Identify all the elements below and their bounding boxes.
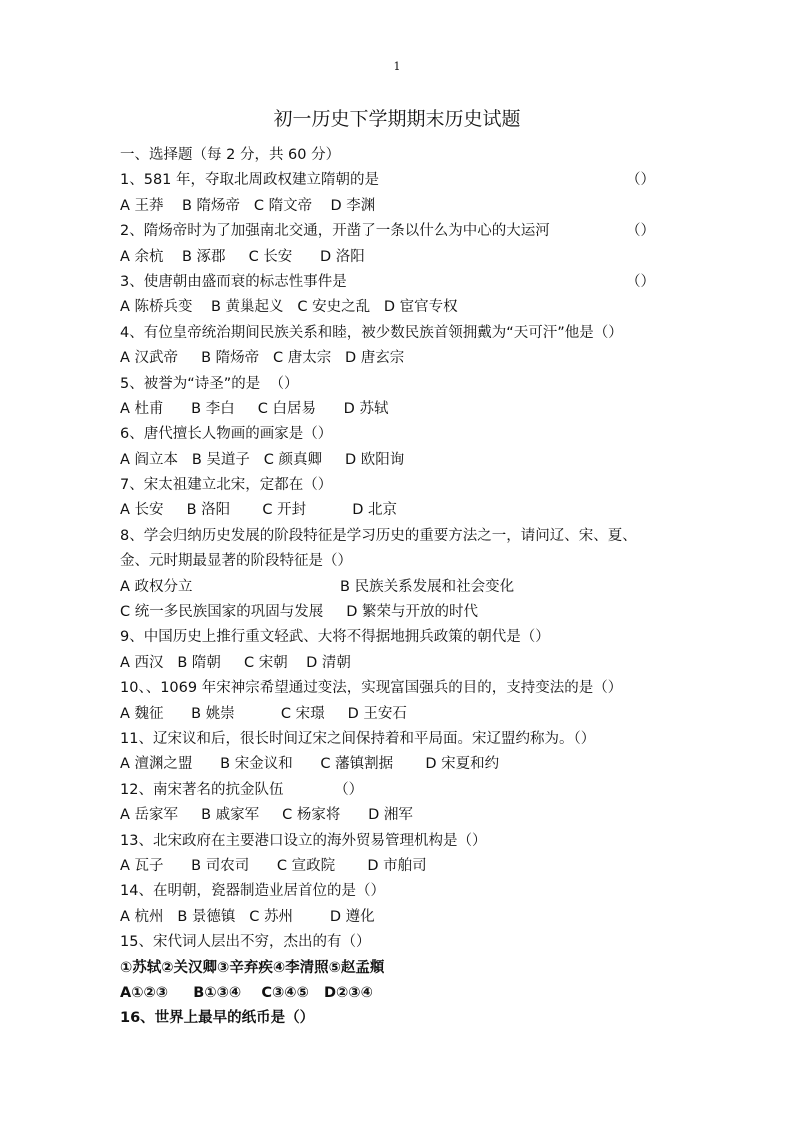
line-text: 11、辽宋议和后，很长时间辽宋之间保持着和平局面。宋辽盟约称为。（） [120,730,596,747]
text-line [120,575,720,600]
question-line [120,219,720,244]
text-line [120,778,720,803]
line-text: A 澶渊之盟 B 宋金议和 C 藩镇割据 D 宋夏和约 [120,756,500,773]
text-line [120,295,720,320]
text-line [120,524,720,549]
line-text: 金、元时期最显著的阶段特征是（） [120,553,352,570]
text-line [120,930,720,955]
text-line [120,905,720,930]
line-text: 13、北宋政府在主要港口设立的海外贸易管理机构是（） [120,832,487,849]
line-text: 7、宋太祖建立北宋，定都在（） [120,477,333,494]
text-line [120,651,720,676]
line-text: 15、宋代词人层出不穷，杰出的有（） [120,934,371,951]
text-line [120,372,720,397]
text-line [120,194,720,219]
line-text: A 杭州 B 景德镇 C 苏州 D 遵化 [120,908,375,925]
line-text: A 汉武帝 B 隋炀帝 C 唐太宗 D 唐玄宗 [120,350,405,367]
text-line [120,956,720,981]
line-text: 1、581 年，夺取北周政权建立隋朝的是 [120,172,380,189]
line-text: A 西汉 B 隋朝 C 宋朝 D 清朝 [120,654,351,671]
line-text: A 长安 B 洛阳 C 开封 D 北京 [120,502,397,519]
text-line [120,1006,720,1031]
section-heading: 一、选择题（每 2 分，共 60 分） [120,147,341,163]
line-text: 9、中国历史上推行重文轻武、大将不得据地拥兵政策的朝代是（） [120,629,550,646]
line-text: A 余杭 B 涿郡 C 长安 D 洛阳 [120,248,365,265]
line-text: 10、、1069 年宋神宗希望通过变法，实现富国强兵的目的，支持变法的是（） [120,680,623,697]
line-text: 2、隋炀帝时为了加强南北交通，开凿了一条以什么为中心的大运河 [120,223,550,240]
page-number: 1 [393,60,401,73]
text-line [120,625,720,650]
text-line [120,346,720,371]
text-line [120,422,720,447]
answer-paren: （） [626,172,655,189]
question-line [120,168,720,193]
line-text: A 魏征 B 姚崇 C 宋璟 D 王安石 [120,705,407,722]
text-line [120,448,720,473]
line-text: 16、世界上最早的纸币是（） [120,1010,315,1027]
line-text: A 王莽 B 隋炀帝 C 隋文帝 D 李渊 [120,197,376,214]
line-text: 14、在明朝，瓷器制造业居首位的是（） [120,883,385,900]
line-text: C 统一多民族国家的巩固与发展 D 繁荣与开放的时代 [120,604,479,621]
line-text: 8、学会归纳历史发展的阶段特征是学习历史的重要方法之一，请问辽、宋、夏、 [120,527,637,544]
line-text: 4、有位皇帝统治期间民族关系和睦，被少数民族首领拥戴为“天可汗”他是（） [120,324,623,341]
answer-paren: （） [626,273,655,290]
text-line [120,727,720,752]
text-line [120,752,720,777]
question-line [120,270,720,295]
line-text: A 岳家军 B 戚家军 C 杨家将 D 湘军 [120,807,413,824]
line-text: A 杜甫 B 李白 C 白居易 D 苏轼 [120,400,389,417]
text-line [120,549,720,574]
text-line [120,245,720,270]
line-text: A①②③ B①③④ C③④⑤ D②③④ [120,984,373,1001]
text-line [120,829,720,854]
text-line [120,981,720,1006]
text-line [120,600,720,625]
answer-paren: （） [626,223,655,240]
text-line [120,854,720,879]
exam-body [120,143,720,1032]
line-text: 3、使唐朝由盛而衰的标志性事件是 [120,273,347,290]
text-line [120,397,720,422]
line-text: 12、南宋著名的抗金队伍 （） [120,781,364,798]
text-line [120,702,720,727]
text-line [120,498,720,523]
text-line [120,676,720,701]
question-list [120,168,720,1031]
line-text: A 陈桥兵变 B 黄巢起义 C 安史之乱 D 宦官专权 [120,299,458,316]
line-text: 5、被誉为“诗圣”的是 （） [120,375,299,392]
line-text: A 阎立本 B 吴道子 C 颜真卿 D 欧阳询 [120,451,405,468]
line-text: 6、唐代擅长人物画的画家是（） [120,426,333,443]
line-text: A 瓦子 B 司农司 C 宣政院 D 市舶司 [120,857,427,874]
line-text: A 政权分立 B 民族关系发展和社会变化 [120,578,515,595]
exam-title: 初一历史下学期期末历史试题 [273,108,521,130]
text-line [120,803,720,828]
text-line [120,321,720,346]
text-line [120,473,720,498]
text-line [120,879,720,904]
line-text: ①苏轼②关汉卿③辛弃疾④李清照⑤赵孟頫 [120,959,385,976]
